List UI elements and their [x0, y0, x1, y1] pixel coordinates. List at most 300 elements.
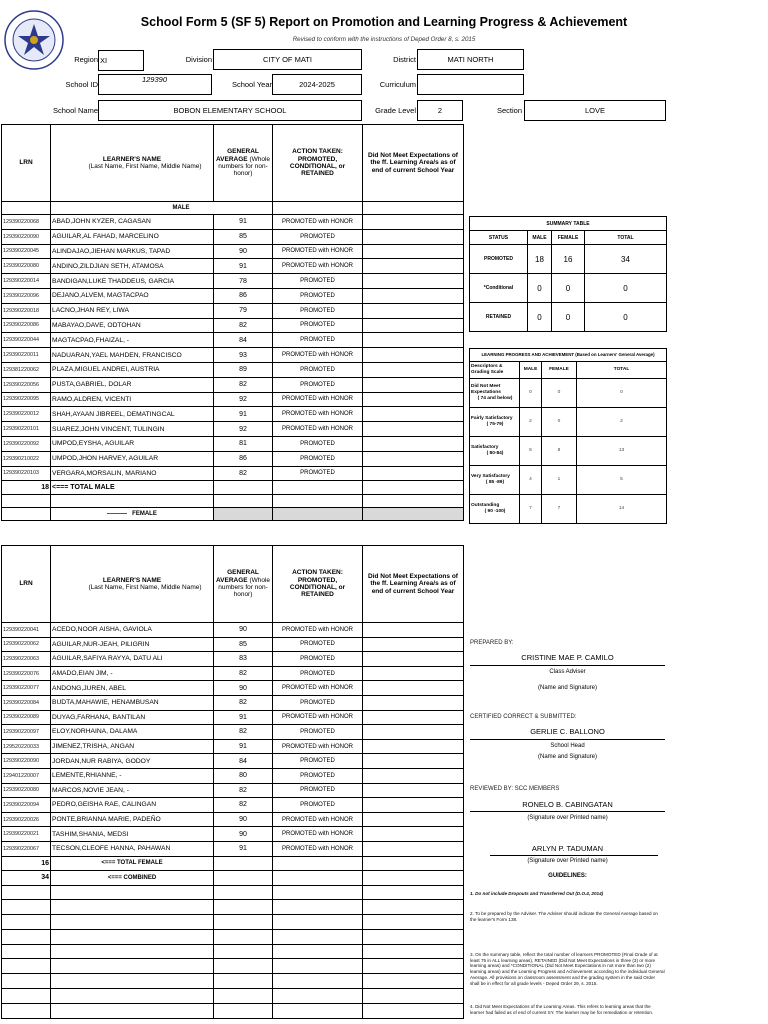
learner-not-met — [363, 333, 464, 348]
learner-action: PROMOTED with HONOR — [273, 259, 363, 274]
learner-name: UMPOD,JHON HARVEY, AGUILAR — [51, 451, 214, 466]
table-row — [2, 652, 464, 667]
learner-name: DUYAG,FARHANA, BANTILAN — [51, 710, 214, 725]
progress-title: LEARNING PROGRESS AND ACHIEVEMENT (Based on Learners' General Average) — [470, 349, 667, 362]
total-male-count: 18 — [2, 481, 51, 494]
learner-lrn: 129390220063 — [2, 652, 51, 667]
progress-female-value: 0 — [542, 379, 577, 408]
average-header-sub: (Whole numbers for non-honor) — [218, 155, 271, 178]
certified-label: CERTIFIED CORRECT & SUBMITTED: — [470, 714, 577, 720]
learner-not-met — [363, 623, 464, 638]
progress-male-value: 0 — [520, 379, 542, 408]
progress-descriptor — [470, 408, 520, 437]
table-row — [2, 681, 464, 696]
average-header — [214, 546, 273, 623]
learner-action: PROMOTED — [273, 725, 363, 740]
progress-descriptor-range: ( 90 -100) — [484, 509, 506, 514]
reviewer-1-signature-line — [470, 811, 665, 812]
table-row — [2, 288, 464, 303]
district-label: District — [393, 55, 416, 64]
empty-row — [2, 974, 464, 989]
table-row — [2, 392, 464, 407]
learner-lrn: 129390220067 — [2, 841, 51, 856]
curriculum-field[interactable] — [417, 74, 524, 95]
learner-action: PROMOTED — [273, 695, 363, 710]
learner-name: PONTE,BRIANNA MARIE, PADEÑO — [51, 812, 214, 827]
learner-average: 91 — [214, 215, 273, 230]
form-subtitle: Revised to conform with the instructions of Deped Order 8, s. 2015 — [292, 36, 476, 43]
learner-average: 78 — [214, 274, 273, 289]
male-learners-table — [1, 124, 464, 521]
learner-lrn: 129390220011 — [2, 348, 51, 363]
learner-lrn: 129390220068 — [2, 215, 51, 230]
learner-action: PROMOTED — [273, 783, 363, 798]
learner-not-met — [363, 407, 464, 422]
learner-lrn: 129390220021 — [2, 827, 51, 842]
table-row — [2, 451, 464, 466]
learner-lrn: 129390220103 — [2, 466, 51, 481]
learner-lrn: 129390220094 — [2, 798, 51, 813]
learner-average: 82 — [214, 725, 273, 740]
learner-not-met — [363, 827, 464, 842]
learner-average: 84 — [214, 754, 273, 769]
learner-name: PUSTA,GABRIEL, DOLAR — [51, 377, 214, 392]
progress-row — [470, 495, 667, 524]
progress-row — [470, 379, 667, 408]
prepared-by-sub: (Name and Signature) — [537, 685, 598, 691]
learner-not-met — [363, 362, 464, 377]
learner-action: PROMOTED with HONOR — [273, 244, 363, 259]
progress-male-value: 2 — [520, 408, 542, 437]
learner-name: AMADO,EIAN JIM, - — [51, 666, 214, 681]
prepared-by-label: PREPARED BY: — [470, 640, 514, 646]
learner-name: ANDONG,JUREN, ABEL — [51, 681, 214, 696]
learner-average: 82 — [214, 783, 273, 798]
prepared-signature-line — [470, 665, 665, 666]
table-row — [2, 812, 464, 827]
reviewer-1-sub: (Signature over Printed name) — [527, 815, 608, 821]
name-header — [51, 125, 214, 202]
learner-name: AGUILAR,AL FAHAD, MARCELINO — [51, 229, 214, 244]
reviewer-2-signature-line — [490, 855, 658, 856]
learner-action: PROMOTED — [273, 451, 363, 466]
summary-male-value: 18 — [528, 245, 552, 274]
learner-lrn: 129401220007 — [2, 768, 51, 783]
learner-name: MARCOS,NOVIE JEAN, - — [51, 783, 214, 798]
combined-count: 34 — [2, 871, 51, 886]
reviewer-2-name: ARLYN P. TADUMAN — [531, 844, 604, 853]
learner-lrn: 129390220012 — [2, 407, 51, 422]
division-field[interactable]: CITY OF MATI — [213, 49, 362, 70]
learner-average: 82 — [214, 377, 273, 392]
learner-name: DEJANO,ALVEM, MAGTACPAO — [51, 288, 214, 303]
table-row — [2, 739, 464, 754]
table-row — [2, 259, 464, 274]
learner-average: 92 — [214, 392, 273, 407]
table-row — [2, 725, 464, 740]
learner-name: ACEDO,NOOR AISHA, GAVIOLA — [51, 623, 214, 638]
learner-action: PROMOTED — [273, 377, 363, 392]
progress-descriptor-range: ( 80-84) — [486, 451, 504, 456]
learner-lrn: 129390220077 — [2, 681, 51, 696]
learner-lrn: 129390220080 — [2, 783, 51, 798]
summary-status: RETAINED — [470, 303, 528, 332]
table-row — [2, 229, 464, 244]
learner-average: 80 — [214, 768, 273, 783]
district-field[interactable]: MATI NORTH — [417, 49, 524, 70]
progress-row — [470, 437, 667, 466]
learner-average: 90 — [214, 681, 273, 696]
average-header-main: GENERAL AVERAGE — [215, 569, 259, 584]
progress-female-value: 7 — [542, 495, 577, 524]
table-row — [2, 710, 464, 725]
learner-not-met — [363, 451, 464, 466]
learner-average: 82 — [214, 466, 273, 481]
name-header-sub: (Last Name, First Name, Middle Name) — [88, 163, 202, 170]
grade-level-field[interactable]: 2 — [417, 100, 463, 121]
learner-action: PROMOTED — [273, 303, 363, 318]
learner-lrn: 129390220090 — [2, 754, 51, 769]
progress-total-header: TOTAL — [577, 362, 667, 379]
learner-not-met — [363, 725, 464, 740]
section-field[interactable]: LOVE — [524, 100, 666, 121]
learner-lrn: 129520220033 — [2, 739, 51, 754]
table-row — [2, 274, 464, 289]
not-met-header: Did Not Meet Expectations of the ff. Learning Area/s as of end of current School Year — [363, 546, 464, 623]
learner-average: 79 — [214, 303, 273, 318]
learner-not-met — [363, 348, 464, 363]
progress-total-value: 2 — [577, 408, 667, 437]
learner-not-met — [363, 303, 464, 318]
certified-sub: (Name and Signature) — [537, 754, 598, 760]
table-row — [2, 768, 464, 783]
learner-name: MAGTACPAO,FHAIZAL, - — [51, 333, 214, 348]
learner-average: 91 — [214, 739, 273, 754]
learner-not-met — [363, 318, 464, 333]
learner-action: PROMOTED with HONOR — [273, 407, 363, 422]
empty-row — [2, 900, 464, 915]
learner-average: 82 — [214, 798, 273, 813]
learner-action: PROMOTED with HONOR — [273, 739, 363, 754]
progress-total-value: 5 — [577, 466, 667, 495]
name-header-sub: (Last Name, First Name, Middle Name) — [88, 584, 202, 591]
learner-not-met — [363, 841, 464, 856]
female-learners-table — [1, 545, 464, 1019]
table-row — [2, 303, 464, 318]
learner-not-met — [363, 798, 464, 813]
progress-descriptor-name: Very Satisfactory — [471, 474, 510, 480]
progress-male-header: MALE — [520, 362, 542, 379]
learner-name: MABAYAO,DAVE, ODTOHAN — [51, 318, 214, 333]
summary-table — [469, 216, 667, 332]
progress-male-value: 4 — [520, 466, 542, 495]
progress-descriptor — [470, 466, 520, 495]
learner-name: SUAREZ,JOHN VINCENT, TULINGIN — [51, 422, 214, 437]
learner-action: PROMOTED with HONOR — [273, 215, 363, 230]
table-row — [2, 348, 464, 363]
learner-not-met — [363, 466, 464, 481]
total-female-count: 16 — [2, 856, 51, 871]
learner-name: NADUARAN,YAEL MAHDEN, FRANCISCO — [51, 348, 214, 363]
summary-title: SUMMARY TABLE — [470, 217, 667, 231]
lrn-header: LRN — [2, 546, 51, 623]
name-header — [51, 546, 214, 623]
learner-average: 81 — [214, 436, 273, 451]
learner-average: 82 — [214, 695, 273, 710]
learner-average: 85 — [214, 229, 273, 244]
table-row — [2, 666, 464, 681]
learner-average: 90 — [214, 812, 273, 827]
action-header: ACTION TAKEN: PROMOTED, CONDITIONAL, or RETAINED — [273, 546, 363, 623]
empty-row — [2, 944, 464, 959]
learner-lrn: 129390220076 — [2, 666, 51, 681]
learner-not-met — [363, 783, 464, 798]
guideline-3: 3. On the summary table, reflect the total number of learners PROMOTED (Final Grade of at least 75 in ALL learning areas), RETAINED (Did Not Meet Expectations in three (3) or more learning areas) and *CONDITIONAL (Did Not Meet Expectations in not more than two (2) learning areas) and the Learning Progress and Achievement according to the individual General Average. All provisions on classroom assessment and the grading system in the said Order shall be in effect for all grade levels - Deped Order 29, s. 2015. — [470, 952, 665, 986]
table-row — [2, 841, 464, 856]
progress-descriptor-range: ( 85 -89) — [485, 480, 505, 485]
learner-not-met — [363, 436, 464, 451]
progress-descriptor — [470, 495, 520, 524]
learner-name: JIMENEZ,TRISHA, ANGAN — [51, 739, 214, 754]
summary-female-value: 0 — [552, 303, 585, 332]
learner-name: SHAH,AYAAN JIBREEL, DEMATINGCAL — [51, 407, 214, 422]
learner-name: ALINDAJAO,JIEHAN MARKUS, TAPAD — [51, 244, 214, 259]
progress-descriptor-name: Satisfactory — [471, 445, 499, 451]
table-row — [2, 333, 464, 348]
learner-not-met — [363, 666, 464, 681]
learner-action: PROMOTED — [273, 652, 363, 667]
learner-action: PROMOTED — [273, 436, 363, 451]
female-section-label: FEMALE — [51, 507, 214, 520]
learner-not-met — [363, 244, 464, 259]
lrn-header: LRN — [2, 125, 51, 202]
school-id-label: School ID — [65, 80, 98, 89]
table-row — [2, 407, 464, 422]
guideline-1: 1. Do not include Dropouts and Transferred Out (D.O.4, 2014) — [470, 891, 604, 896]
learner-lrn: 129390220018 — [2, 303, 51, 318]
learner-lrn: 129390220086 — [2, 318, 51, 333]
empty-row — [2, 959, 464, 974]
school-year-field[interactable]: 2024-2025 — [272, 74, 362, 95]
learner-action: PROMOTED with HONOR — [273, 392, 363, 407]
learner-lrn: 129390210022 — [2, 451, 51, 466]
learner-average: 84 — [214, 333, 273, 348]
learner-name: BUDTA,MAHAWIE, HENAMBUSAN — [51, 695, 214, 710]
section-label: Section — [496, 106, 522, 115]
not-met-header: Did Not Meet Expectations of the ff. Learning Area/s as of end of current School Year — [363, 125, 464, 202]
progress-row — [470, 408, 667, 437]
progress-descriptor-name: Outstanding — [471, 503, 500, 509]
progress-female-header: FEMALE — [542, 362, 577, 379]
learner-action: PROMOTED with HONOR — [273, 681, 363, 696]
summary-female-value: 0 — [552, 274, 585, 303]
table-row — [2, 623, 464, 638]
learner-lrn: 129390220089 — [2, 710, 51, 725]
school-name-field[interactable]: BOBON ELEMENTARY SCHOOL — [98, 100, 362, 121]
progress-total-value: 13 — [577, 437, 667, 466]
learning-progress-table — [469, 348, 667, 524]
learner-average: 91 — [214, 710, 273, 725]
learner-lrn: 129390220080 — [2, 259, 51, 274]
summary-female-header: FEMALE — [552, 231, 585, 245]
learner-action: PROMOTED — [273, 768, 363, 783]
progress-female-value: 0 — [542, 408, 577, 437]
learner-name: PLAZA,MIGUEL ANDREI, AUSTRIA — [51, 362, 214, 377]
learner-not-met — [363, 754, 464, 769]
learner-action: PROMOTED with HONOR — [273, 623, 363, 638]
learner-not-met — [363, 274, 464, 289]
learner-average: 86 — [214, 288, 273, 303]
average-header — [214, 125, 273, 202]
learner-average: 90 — [214, 827, 273, 842]
learner-name: JORDAN,NUR RABIYA, GODOY — [51, 754, 214, 769]
learner-lrn: 129390220041 — [2, 623, 51, 638]
reviewer-1-name: RONELO B. CABINGATAN — [522, 800, 613, 809]
progress-female-value: 8 — [542, 437, 577, 466]
learner-action: PROMOTED — [273, 466, 363, 481]
learner-name: LACNO,JHAN REY, LIWA — [51, 303, 214, 318]
learner-lrn: 129390220014 — [2, 274, 51, 289]
guideline-2: 2. To be prepared by the Adviser. The Adviser should indicate the General Average based on the learner's Form 138. — [470, 911, 658, 922]
summary-status-header: STATUS — [470, 231, 528, 245]
grade-level-label: Grade Level — [375, 106, 416, 115]
learner-name: TASHIM,SHANIA, MEDSI — [51, 827, 214, 842]
empty-row — [2, 1003, 464, 1018]
guidelines-title: GUIDELINES: — [548, 873, 587, 879]
learner-action: PROMOTED — [273, 333, 363, 348]
form-title: School Form 5 (SF 5) Report on Promotion and Learning Progress & Achievement — [140, 15, 628, 29]
reviewed-label: REVIEWED BY: SCC MEMBERS — [470, 786, 560, 792]
learner-action: PROMOTED with HONOR — [273, 812, 363, 827]
progress-female-value: 1 — [542, 466, 577, 495]
learner-lrn: 129390220092 — [2, 436, 51, 451]
learner-name: ANDINO,ZILDJIAN SETH, ATAMOSA — [51, 259, 214, 274]
learner-action: PROMOTED — [273, 318, 363, 333]
learner-name: RAMO,ALDREN, VICENTI — [51, 392, 214, 407]
learner-not-met — [363, 768, 464, 783]
learner-action: PROMOTED — [273, 666, 363, 681]
division-label: Division — [185, 55, 212, 64]
learner-average: 82 — [214, 666, 273, 681]
learner-lrn: 129390220090 — [2, 229, 51, 244]
learner-not-met — [363, 259, 464, 274]
progress-descriptor-range: ( 74 and below) — [477, 395, 513, 401]
learner-not-met — [363, 377, 464, 392]
learner-not-met — [363, 652, 464, 667]
table-row — [2, 215, 464, 230]
learner-action: PROMOTED — [273, 229, 363, 244]
summary-total-header: TOTAL — [585, 231, 667, 245]
learner-action: PROMOTED — [273, 288, 363, 303]
action-header: ACTION TAKEN: PROMOTED, CONDITIONAL, or RETAINED — [273, 125, 363, 202]
region-field[interactable]: XI — [98, 50, 144, 71]
learner-not-met — [363, 710, 464, 725]
learner-lrn: 129390220084 — [2, 695, 51, 710]
learner-action: PROMOTED — [273, 754, 363, 769]
learner-average: 91 — [214, 841, 273, 856]
learner-action: PROMOTED — [273, 637, 363, 652]
table-row — [2, 466, 464, 481]
table-row — [2, 318, 464, 333]
name-header-main: LEARNER'S NAME — [102, 576, 162, 584]
learner-not-met — [363, 695, 464, 710]
learner-lrn: 129390220096 — [2, 288, 51, 303]
learner-not-met — [363, 637, 464, 652]
learner-lrn: 129390220026 — [2, 812, 51, 827]
summary-female-value: 16 — [552, 245, 585, 274]
empty-row — [2, 929, 464, 944]
learner-name: BANDIGAN,LUKE THADDEUS, GARCIA — [51, 274, 214, 289]
progress-male-value: 7 — [520, 495, 542, 524]
empty-row — [2, 989, 464, 1004]
total-male-label: <=== TOTAL MALE — [51, 481, 214, 494]
learner-action: PROMOTED with HONOR — [273, 827, 363, 842]
table-row — [2, 754, 464, 769]
empty-row — [2, 885, 464, 900]
summary-status: *Conditional — [470, 274, 528, 303]
table-row — [2, 244, 464, 259]
learner-lrn: 129381220062 — [2, 362, 51, 377]
learner-name: ABAD,JOHN KYZER, CAGASAN — [51, 215, 214, 230]
table-row — [2, 637, 464, 652]
table-row — [2, 436, 464, 451]
combined-label: <=== COMBINED — [51, 871, 214, 886]
learner-not-met — [363, 812, 464, 827]
region-label: Region — [74, 55, 98, 64]
learner-action: PROMOTED with HONOR — [273, 710, 363, 725]
learner-name: LEMENTE,RHIANNE, - — [51, 768, 214, 783]
summary-male-value: 0 — [528, 303, 552, 332]
total-female-label: <=== TOTAL FEMALE — [51, 856, 214, 871]
summary-total-value: 0 — [585, 274, 667, 303]
learner-name: VERGARA,MORSALIN, MARIANO — [51, 466, 214, 481]
name-header-main: LEARNER'S NAME — [102, 155, 162, 163]
progress-descriptor-range: ( 75-79) — [486, 422, 504, 427]
summary-status: PROMOTED — [470, 245, 528, 274]
learner-average: 86 — [214, 451, 273, 466]
curriculum-label: Curriculum — [379, 80, 416, 89]
learner-lrn: 129390220044 — [2, 333, 51, 348]
school-id-field[interactable]: 129390 — [98, 74, 212, 95]
learner-not-met — [363, 681, 464, 696]
summary-male-header: MALE — [528, 231, 552, 245]
progress-descriptor — [470, 379, 520, 408]
learner-not-met — [363, 215, 464, 230]
school-name-label: School Name — [52, 106, 98, 115]
learner-action: PROMOTED with HONOR — [273, 348, 363, 363]
learner-action: PROMOTED — [273, 362, 363, 377]
certified-name: GERLIE C. BALLONO — [530, 727, 605, 736]
learner-name: ELOY,NORHAINA, DALAMA — [51, 725, 214, 740]
learner-average: 83 — [214, 652, 273, 667]
summary-male-value: 0 — [528, 274, 552, 303]
learner-average: 93 — [214, 348, 273, 363]
learner-average: 82 — [214, 318, 273, 333]
learner-average: 92 — [214, 422, 273, 437]
average-header-sub: (Whole numbers for non-honor) — [218, 576, 271, 599]
learner-average: 91 — [214, 259, 273, 274]
learner-average: 90 — [214, 623, 273, 638]
learner-name: TECSON,CLEOFE HANNA, PAHAWAN — [51, 841, 214, 856]
table-row — [2, 783, 464, 798]
table-row — [2, 827, 464, 842]
progress-male-value: 5 — [520, 437, 542, 466]
learner-lrn: 129390220056 — [2, 377, 51, 392]
learner-average: 85 — [214, 637, 273, 652]
learner-name: PEDRO,GEISHA RAE, CALINGAN — [51, 798, 214, 813]
progress-total-value: 14 — [577, 495, 667, 524]
learner-not-met — [363, 422, 464, 437]
